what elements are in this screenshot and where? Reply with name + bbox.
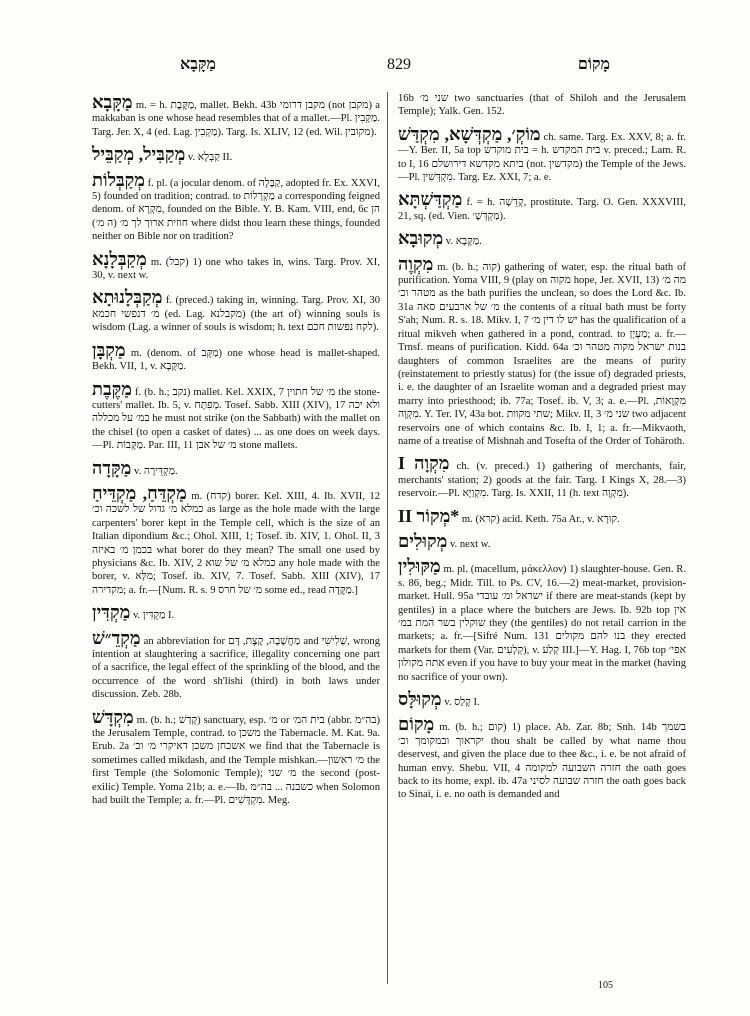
entry-headword: מַקְדַּשְׁתָּא xyxy=(398,189,463,210)
right-column xyxy=(398,92,686,807)
dictionary-entry xyxy=(398,124,686,185)
dictionary-entry xyxy=(398,714,686,801)
dictionary-entry xyxy=(398,254,686,449)
dictionary-entry xyxy=(92,92,380,139)
entry-headword: מִקְוָה I xyxy=(398,453,450,474)
entry-headword: מַקָּבָא xyxy=(92,92,133,112)
entry-definition: ch. (v. preced.) 1) gathering of merchants, fair, merchants' station; 2) goods at the fair. Targ. I Kings X, 28.—3) reservoir.—Pl. מִקְוַיָא. Targ. Is. XXII, 11 (h. text מִקְוָה). xyxy=(398,461,687,500)
dictionary-entry xyxy=(398,189,686,223)
running-header xyxy=(96,56,702,78)
entry-headword: מִקְוֶה xyxy=(398,253,434,274)
entry-definition: v. קָלַס I. xyxy=(444,697,480,709)
entry-headword: מוֹקְ׳, מַקְדְּשָׁא, מִקְדַּשׁ xyxy=(398,123,541,144)
entry-definition: m. (קרא) acid. Keth. 75a Ar., v. קוּרָא. xyxy=(461,513,620,525)
entry-definition: v. מַקְדֵּירָה. xyxy=(133,465,178,477)
entry-definition: m. (קבל) 1) one who takes in, wins. Targ. Prov. XI, 30, v. next w. xyxy=(92,256,380,282)
entry-definition: f. pl. (a jocular denom. of קַבָּלָה, adopted fr. Ex. XXVI, 5) founded on tradition; contrad. to מַקְרְלוֹת a corresponding feigned denom. of מִקְרָא, founded on the Bible. Y. B. Kam. VIII, end, 6c הן חוזית ארוך לך מ׳ (ה מ׳) where didst thou learn these things, founded neither on Bible nor on tradition? xyxy=(92,177,381,243)
entry-headword: מְקַבִּיל, מְקַבֵּיל xyxy=(92,144,186,165)
entry-headword: מַקְדֵ״שׁ xyxy=(92,627,141,648)
entry-definition: v. מַקְדִּין I. xyxy=(132,610,175,622)
entry-headword: *מְקוֹר II xyxy=(398,505,460,526)
dictionary-entry xyxy=(92,483,380,597)
dictionary-entry xyxy=(398,531,686,551)
entry-definition: f. (preced.) taking in, winning. Targ. Prov. XI, 30 מ׳ דנפשי חכמא (ed. Lag. מקבלנא) (the art of) winning souls is wisdom (Lag. a winner of souls is wisdom; h. text לקח נפשות חכם). xyxy=(92,295,381,334)
entry-definition: 16b שני מ׳ two sanctuaries (that of Shiloh and the Jerusalem Temple); Yalk. Gen. 152. xyxy=(398,93,686,118)
dictionary-entry xyxy=(92,628,380,702)
left-column xyxy=(92,92,380,812)
entry-headword: מְקוּבָא xyxy=(398,228,444,249)
entry-headword: מָקוֹם xyxy=(398,714,435,735)
entry-definition: m. (b. h.; קום) 1) place. Ab. Zar. 8b; Snh. 14b בשמך יקראוך ובמקומך וכ׳ thou shalt be called by what name thou deservest, and given the place due to thee &c., i. e. be not afraid of human envy. Shebu. VII, 4 חזרה השבועה למקומה the oath goes back to its home, expl. ib. 47a חזרה שבועה לסיני the oath goes back to Sinai, i. e. no oath is demanded and xyxy=(398,722,687,801)
entry-headword: מְקַבְּלָנוּתָא xyxy=(92,287,163,308)
entry-definition: m. pl. (macellum, μάκελλον) 1) slaughter-house. Gen. R. s. 86, beg.; Midr. Till. to Ps. CV, 16.—2) meat-market, provision-market. Hull. 95a ישראל ומ׳ עובדי if there are meat-stands (kept by gentiles) in a place where the butchers are Jews. Ib. 92b top אין שוקלין בשר המת במ׳ they (the gentiles) do not retail carrion in the markets; a. fr.—[Sifré Num. 131 בנו להם מקולים they erected markets for them (Var. קְלָעִים), v. קְלַע III.]—Y. Hag. I, 76b top אפי׳ אתה מקולון even if you have to buy your meat in the market (having no sacrifice of your own). xyxy=(398,564,686,683)
entry-definition: m. = h. מַקֶּבֶת, mallet. Bekh. 43b מקבן דרומי (not מקבן) a makkaban is one whose head resembles that of a mallet.—Pl. מַקָּבִין. Targ. Jer. X, 4 (ed. Lag. מַקְבִין). Targ. Is. XLIV, 12 (ed. Wil. מקובין). xyxy=(92,100,380,138)
entry-headword: מַקָּדָה xyxy=(92,457,132,478)
dictionary-entry xyxy=(92,249,380,283)
dictionary-entry xyxy=(92,602,380,622)
dictionary-entry xyxy=(92,707,380,808)
entry-headword: מַקֶּבֶת xyxy=(92,378,132,399)
header-right-guideword: מָקוֹם xyxy=(577,56,610,73)
header-left-guideword: מַקָּבָא xyxy=(180,56,217,73)
dictionary-entry xyxy=(398,228,686,248)
entry-definition: ch. same. Targ. Ex. XXV, 8; a. fr.—Y. Ber. II, 5a top בית מוקדש = h. בית המקדש v. preced.; Lam. R. to I, 16 ביתא מקדשא דירושלם (not. מקדשין) the Temple of the Jews.—Pl. מִקְדְּשִׁין. Targ. Ez. XXI, 7; a. e. xyxy=(398,131,687,184)
dictionary-entry xyxy=(398,453,686,500)
dictionary-entry xyxy=(398,689,686,709)
entry-definition: m. (קדח) borer. Kel. XIII, 4. Ib. XVII, 12 כמלא מ׳ גדול של לשכה וכ׳ as large as the hole made with the large carpenters' borer kept in the Temple cell, which is the size of an Italian dipondium &c.; Ohol. XIII, 1; Tosef. ib. XIV, 1. Ohol. II, 3 בכמן מ׳ באיזה what borer do they mean? The small one used by physicians &c. Ib. XIV, 2 כמלא מ׳ של שוא any hole made with the borer, v. מִלָּא; Tosef. ib. XIV, 7. Tosef. Sabb. XIII (XIV), 17 מקדירה; a. fr.—[Num. R. s. 9 מ׳ של חרס some ed., read מַקֶּדָה.] xyxy=(92,490,380,596)
entry-definition: m. (b. h.; קָדַשׁ) sanctuary, esp. מ׳ or בית המ׳ (abbr. בה״מ) the Jerusalem Temple, contrad. to משכן the Tabernacle. M. Kat. 9a. Erub. 2a אשכחן משכן דאיקרי מ׳ וכ׳ we find that the Tabernacle is sometimes called mikdash, and the Temple mishkan.—מ׳ ראשון the first Temple (the Solomonic Temple); מ׳ שני the second (post-exilic) Temple. Yoma 21b; a. e.—Ib. כשבנה ... בה״מ when Solomon had built the Temple; a. fr.—Pl. מִקְדָּשִׁים. Meg. xyxy=(92,714,381,807)
entry-definition: m. (denom. of מַקָּב) one whose head is mallet-shaped. Bekh. VII, 1, v. מַקָּבָא. xyxy=(92,347,380,373)
dictionary-entry xyxy=(92,170,380,244)
dictionary-entry xyxy=(92,379,380,453)
entry-headword: מְקוּלִים xyxy=(398,530,448,551)
column-divider xyxy=(387,92,388,984)
folio-number: 105 xyxy=(598,980,613,991)
entry-definition: v. קַבְּלָא II. xyxy=(187,152,233,164)
entry-headword: מִקְדָּשׁ xyxy=(92,706,134,727)
entry-headword: מְקַבְּלוֹת xyxy=(92,169,145,190)
entry-headword: מְקוּלָּס xyxy=(398,689,442,710)
dictionary-entry xyxy=(92,458,380,478)
dictionary-entry xyxy=(398,92,686,119)
entry-headword: מְקַבְּלָנָא xyxy=(92,248,147,269)
dictionary-entry xyxy=(92,287,380,334)
page-number: 829 xyxy=(387,56,411,73)
entry-definition: an abbreviation for מַחֲשָׁבָה, קֶצֶת, דָּם and שְׁלִישִׁי, wrong intention at slaughtering a sacrifice, illegality concerning one part of a sacrifice, the legal effect of the sprinkling of the blood, and the occurrence of the word sh'lishi (third) in both laws under discussion. Zeb. 28b. xyxy=(92,635,381,701)
entry-headword: מַקְבָּן xyxy=(92,339,126,360)
entry-definition: f. (b. h.; נקב) mallet. Kel. XXIX, 7 מ׳ של חתוין the stone-cutters' mallet. Ib. 5, v. מְפִתָּח. Tosef. Sabb. XIII (XIV), 17 ולא יכה במ׳ על מכללה he must not strike (on the Sabbath) with the mallet on the chisel (to open a casket of dates) ... as one does on week days.—Pl. מַקָּבוֹת. Par. III, 11 מ׳ של אבן stone mallets. xyxy=(92,386,381,452)
entry-headword: מַקְדִּין xyxy=(92,602,131,623)
entry-headword: מַקְדֵּחַ, מַקְדֵּיחַ xyxy=(92,482,187,503)
entry-headword: מַקּוּלִין xyxy=(398,556,441,577)
entry-definition: f. = h. קְדֵשָׁה, prostitute. Targ. O. Gen. XXXVIII, 21, sq. (ed. Vien. מַקְדְּשָׁ׳). xyxy=(398,197,686,222)
dictionary-entry xyxy=(398,556,686,684)
entry-definition: v. מַקָּבָא. xyxy=(445,236,482,248)
dictionary-entry xyxy=(92,340,380,374)
dictionary-entry xyxy=(398,506,686,526)
entry-definition: v. next w. xyxy=(449,538,491,550)
dictionary-entry xyxy=(92,144,380,164)
entry-definition: m. (b. h.; קוה) gathering of water, esp. the ritual bath of purification. Yoma VIII, 9 (play on מקוה hope, Jer. XVII, 13) מה מ׳ מטהר וכ׳ as the bath purifies the unclean, so does the Lord &c. Ib. 31a מ׳ של ארבעים סאה the contents of a ritual bath must be forty S'ah; Num. R. s. 18. Mikv. I, 7 יש לו דין מ׳ has the qualification of a ritual mikveh when gathered in a pond, contrad. to מַעְיָן; a. fr.—Trnsf. means of purification. Kidd. 64a בנות ישראל מקוה מטהר וכ׳ daughters of common Israelites are the means of purity (reinstatement to priestly status) for (the issue of) degraded priests, i. e. the daughter of an Israelite woman and a degraded priest may marry into priesthood; ib. 77a; Tosef. ib. V, 3; a. e.—Pl. מִקְוָאוֹת, מִקְוָה. Y. Ter. IV, 43a bot. שתי מקוות; Mikv. II, 3 שני מ׳ two adjacent reservoirs one of which contains &c. Ib. I, 1; a. fr.—Mikvaoth, name of a treatise of Mishnah and Tosefta of the Order of Tohäroth. xyxy=(398,261,687,447)
